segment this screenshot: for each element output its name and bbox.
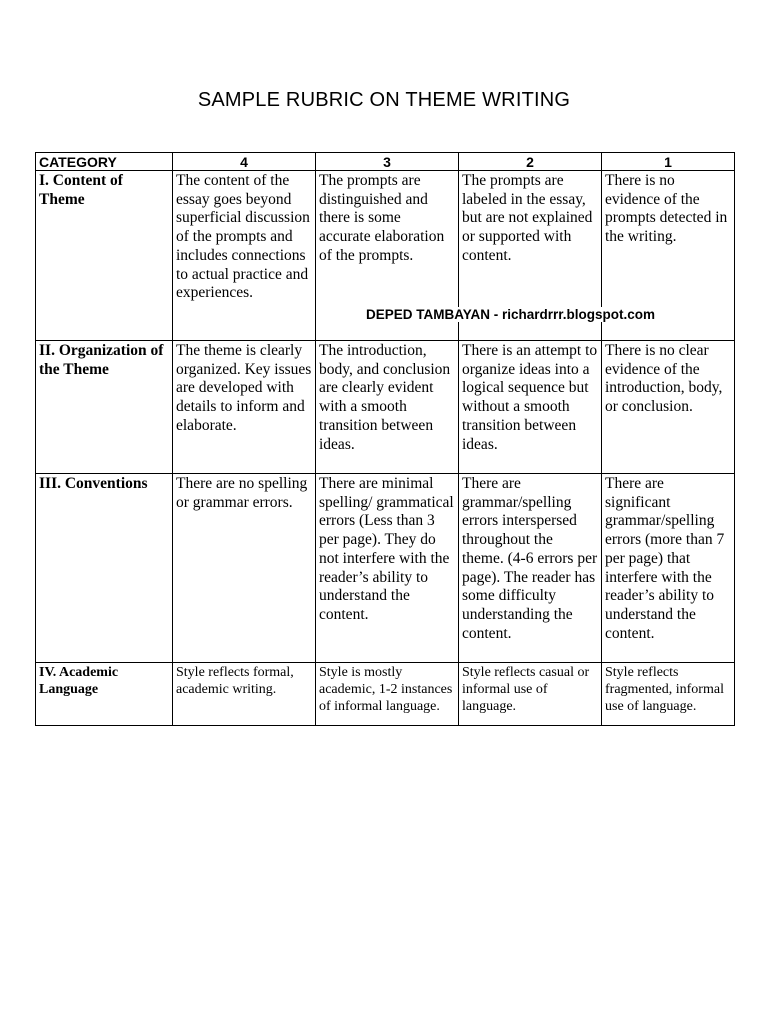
header-row [36, 153, 735, 171]
category-cell: II. Organization of the Theme [36, 341, 173, 474]
rubric-table [35, 152, 735, 726]
criteria-cell: The prompts are labeled in the essay, but are not explained or supported with content. [459, 171, 602, 341]
criteria-cell: The prompts are distinguished and there is some accurate elaboration of the prompts. [316, 171, 459, 341]
watermark-text: DEPED TAMBAYAN - richardrrr.blogspot.com [366, 307, 656, 322]
criteria-cell: There are no spelling or grammar errors. [173, 474, 316, 663]
criteria-cell: There are minimal spelling/ grammatical errors (Less than 3 per page). They do not interfere with the reader’s ability to understand the content. [316, 474, 459, 663]
header-category: CATEGORY [36, 153, 173, 171]
header-score-4: 4 [173, 153, 316, 171]
criteria-cell: Style reflects formal, academic writing. [173, 663, 316, 726]
criteria-cell: The content of the essay goes beyond superficial discussion of the prompts and includes connections to actual practice and experiences. [173, 171, 316, 341]
header-score-3: 3 [316, 153, 459, 171]
criteria-cell: There are grammar/spelling errors interspersed throughout the theme. (4-6 errors per page). The reader has some difficulty understanding the content. [459, 474, 602, 663]
table-row [36, 474, 735, 663]
category-cell: III. Conventions [36, 474, 173, 663]
table-row [36, 341, 735, 474]
criteria-cell: There is an attempt to organize ideas into a logical sequence but without a smooth transition between ideas. [459, 341, 602, 474]
category-cell: IV. Academic Language [36, 663, 173, 726]
criteria-cell: The theme is clearly organized. Key issues are developed with details to inform and elaborate. [173, 341, 316, 474]
header-score-1: 1 [602, 153, 735, 171]
criteria-cell: There is no clear evidence of the introduction, body, or conclusion. [602, 341, 735, 474]
criteria-cell: Style is mostly academic, 1-2 instances of informal language. [316, 663, 459, 726]
criteria-cell: There is no evidence of the prompts detected in the writing. [602, 171, 735, 341]
criteria-cell: The introduction, body, and conclusion are clearly evident with a smooth transition between ideas. [316, 341, 459, 474]
header-score-2: 2 [459, 153, 602, 171]
criteria-cell: There are significant grammar/spelling errors (more than 7 per page) that interfere with the reader’s ability to understand the content. [602, 474, 735, 663]
criteria-cell: Style reflects fragmented, informal use of language. [602, 663, 735, 726]
table-row [36, 663, 735, 726]
criteria-cell: Style reflects casual or informal use of language. [459, 663, 602, 726]
category-cell: I. Content of Theme [36, 171, 173, 341]
page-title: SAMPLE RUBRIC ON THEME WRITING [197, 89, 571, 111]
